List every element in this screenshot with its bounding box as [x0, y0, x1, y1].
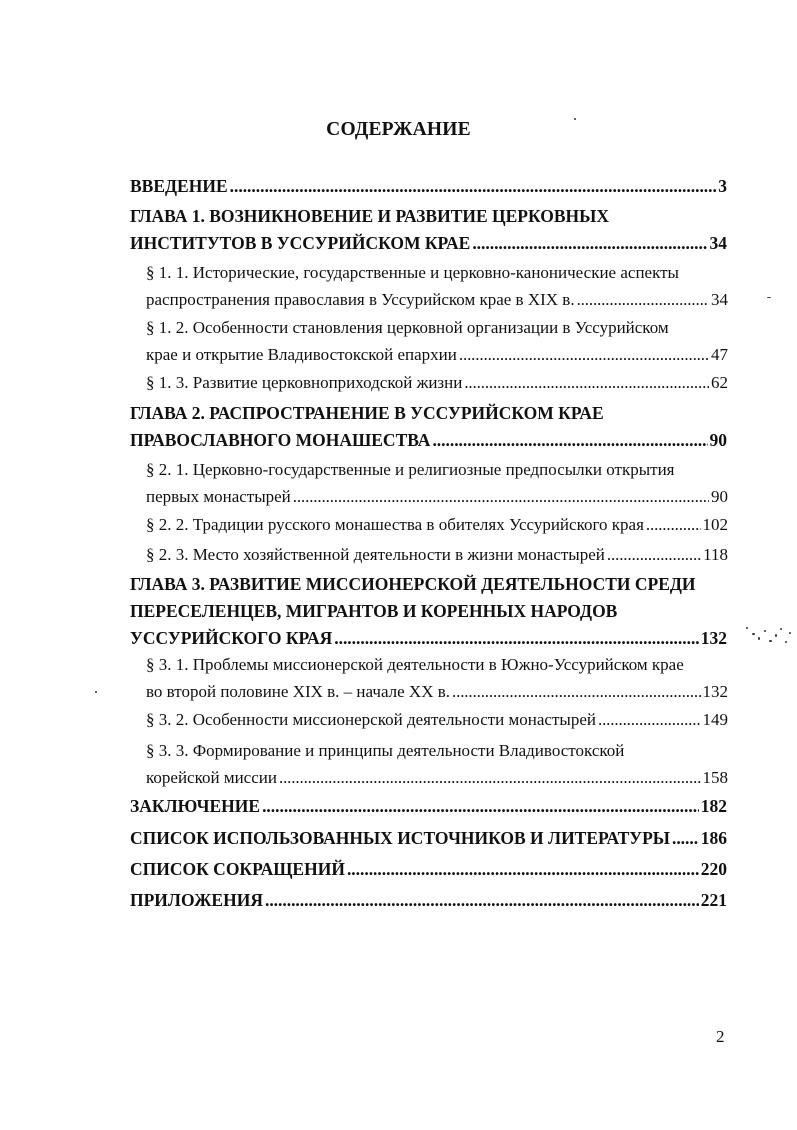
scan-speck	[767, 297, 771, 298]
toc-page-number: 158	[702, 768, 728, 787]
leader-dots	[464, 369, 709, 396]
toc-entry-section-3-3[interactable]: § 3. 3. Формирование и принципы деятельности Владивостокской корейской миссии . . . 158	[146, 737, 728, 791]
page-title: СОДЕРЖАНИЕ	[326, 119, 471, 140]
leader-dots	[293, 483, 709, 510]
toc-page-number: 186	[700, 828, 727, 848]
toc-page-number: 47	[711, 345, 728, 364]
toc-entry-section-2-1[interactable]: § 2. 1. Церковно-государственные и религиозные предпосылки открытия первых монастырей . . . 90	[146, 456, 728, 510]
toc-page-number: 102	[702, 515, 728, 534]
leader-dots	[347, 856, 699, 883]
scan-speck	[758, 637, 760, 640]
leader-dots	[334, 625, 699, 652]
toc-page-number: 132	[702, 682, 728, 701]
toc-entry-conclusion[interactable]: ЗАКЛЮЧЕНИЕ . . . 182	[130, 793, 727, 820]
toc-page-number: 34	[711, 290, 728, 309]
toc-page-number: 34	[709, 233, 727, 253]
leader-dots	[598, 706, 701, 733]
toc-page-number: 149	[702, 710, 728, 729]
scan-speck	[769, 640, 772, 642]
toc-entry-sources[interactable]: СПИСОК ИСПОЛЬЗОВАННЫХ ИСТОЧНИКОВ И ЛИТЕРАТУРЫ . . . 186	[130, 825, 727, 852]
toc-page-number: 90	[709, 430, 727, 450]
toc-page-number: 90	[711, 487, 728, 506]
scan-speck	[789, 632, 791, 634]
toc-page-number: 118	[703, 545, 728, 564]
leader-dots	[279, 764, 701, 791]
toc-entry-section-1-1[interactable]: § 1. 1. Исторические, государственные и церковно-канонические аспекты распространения православия в Уссурийском крае в XIX в. . . . 34	[146, 259, 728, 313]
toc-entry-appendices[interactable]: ПРИЛОЖЕНИЯ . . . 221	[130, 887, 727, 914]
toc-page-number: 182	[700, 796, 727, 816]
leader-dots	[607, 541, 701, 568]
leader-dots	[265, 887, 699, 914]
scan-speck	[574, 118, 576, 120]
toc-page-number: 3	[718, 176, 727, 196]
leader-dots	[230, 173, 717, 200]
toc-entry-section-2-2[interactable]: § 2. 2. Традиции русского монашества в обителях Уссурийского края . . . 102	[146, 511, 728, 538]
toc-entry-section-1-2[interactable]: § 1. 2. Особенности становления церковной организации в Уссурийском крае и открытие Владивостокской епархии . . . 47	[146, 314, 728, 368]
leader-dots	[262, 793, 699, 820]
toc-page-number: 221	[700, 890, 727, 910]
leader-dots	[452, 678, 701, 705]
scan-speck	[775, 634, 777, 637]
toc-page-number: 220	[700, 859, 727, 879]
toc-entry-section-3-1[interactable]: § 3. 1. Проблемы миссионерской деятельности в Южно-Уссурийском крае во второй половине XIX в. – начале XX в. . . . 132	[146, 651, 728, 705]
toc-entry-chapter-1[interactable]: ГЛАВА 1. ВОЗНИКНОВЕНИЕ И РАЗВИТИЕ ЦЕРКОВНЫХ ИНСТИТУТОВ В УССУРИЙСКОМ КРАЕ . . . 34	[130, 203, 727, 257]
leader-dots	[472, 230, 707, 257]
toc-entry-section-2-3[interactable]: § 2. 3. Место хозяйственной деятельности в жизни монастырей . . . 118	[146, 541, 728, 568]
page-number: 2	[716, 1027, 725, 1046]
toc-entry-chapter-2[interactable]: ГЛАВА 2. РАСПРОСТРАНЕНИЕ В УССУРИЙСКОМ КРАЕ ПРАВОСЛАВНОГО МОНАШЕСТВА . . . 90	[130, 400, 727, 454]
toc-entry-section-1-3[interactable]: § 1. 3. Развитие церковноприходской жизни . . . 62	[146, 369, 728, 396]
scan-speck	[95, 691, 97, 693]
leader-dots	[672, 825, 699, 852]
toc-entry-introduction[interactable]: ВВЕДЕНИЕ . . . 3	[130, 173, 727, 200]
toc-entry-chapter-3[interactable]: ГЛАВА 3. РАЗВИТИЕ МИССИОНЕРСКОЙ ДЕЯТЕЛЬНОСТИ СРЕДИ ПЕРЕСЕЛЕНЦЕВ, МИГРАНТОВ И КОРЕННЫХ НАРОДОВ УССУРИЙСКОГО КРАЯ . . . 132	[130, 571, 727, 652]
scan-speck	[780, 628, 782, 630]
toc-entry-section-3-2[interactable]: § 3. 2. Особенности миссионерской деятельности монастырей . . . 149	[146, 706, 728, 733]
leader-dots	[432, 427, 707, 454]
scan-speck	[746, 627, 748, 629]
toc-page-number: 132	[700, 628, 727, 648]
scan-speck	[764, 630, 766, 632]
toc-page-number: 62	[711, 373, 728, 392]
scan-speck	[752, 633, 755, 635]
leader-dots	[577, 286, 709, 313]
scan-speck	[785, 641, 787, 643]
leader-dots	[459, 341, 709, 368]
toc-entry-abbreviations[interactable]: СПИСОК СОКРАЩЕНИЙ . . . 220	[130, 856, 727, 883]
leader-dots	[646, 511, 701, 538]
